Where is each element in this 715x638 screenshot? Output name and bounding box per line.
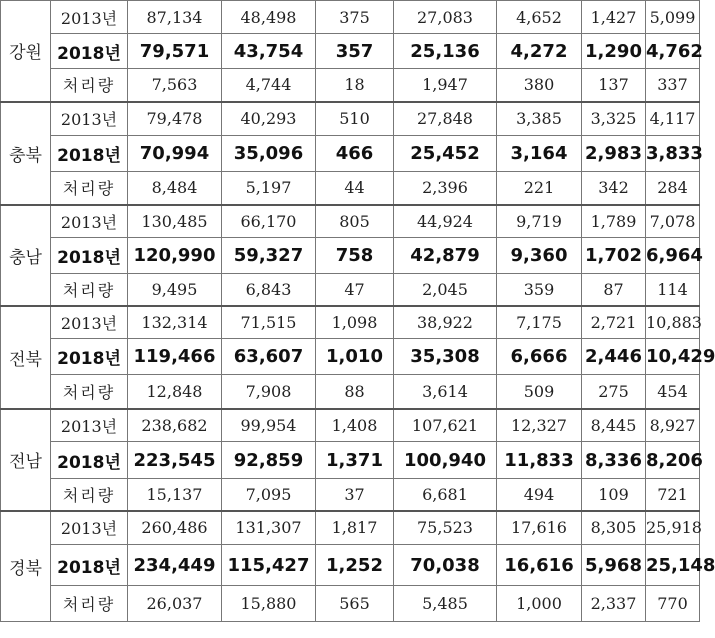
table-cell: 2,721	[582, 306, 646, 339]
row-label: 2013년	[51, 409, 128, 442]
row-label: 2018년	[51, 238, 128, 274]
table-row	[1, 274, 700, 306]
table-cell: 10,883	[646, 306, 700, 339]
region-name: 전남	[1, 409, 51, 511]
table-cell: 1,098	[316, 306, 394, 339]
table-cell: 37	[316, 479, 394, 511]
row-label: 2018년	[51, 136, 128, 172]
table-cell: 223,545	[128, 442, 222, 479]
table-row	[1, 545, 700, 586]
table-cell: 35,096	[222, 136, 316, 172]
table-cell: 87,134	[128, 1, 222, 34]
row-label: 2018년	[51, 34, 128, 69]
table-cell: 1,947	[394, 69, 497, 102]
table-cell: 17,616	[497, 511, 582, 545]
row-label: 2018년	[51, 339, 128, 375]
table-cell: 1,427	[582, 1, 646, 34]
table-cell: 509	[497, 375, 582, 409]
table-cell: 25,136	[394, 34, 497, 69]
table-cell: 1,817	[316, 511, 394, 545]
table-cell: 1,010	[316, 339, 394, 375]
table-cell: 3,614	[394, 375, 497, 409]
table-cell: 47	[316, 274, 394, 306]
table-cell: 35,308	[394, 339, 497, 375]
table-cell: 375	[316, 1, 394, 34]
table-cell: 9,360	[497, 238, 582, 274]
table-cell: 1,000	[497, 586, 582, 622]
table-cell: 4,652	[497, 1, 582, 34]
table-cell: 4,272	[497, 34, 582, 69]
table-cell: 75,523	[394, 511, 497, 545]
table-cell: 79,571	[128, 34, 222, 69]
table-row	[1, 511, 700, 545]
table-row	[1, 409, 700, 442]
row-label: 2018년	[51, 442, 128, 479]
table-cell: 79,478	[128, 102, 222, 136]
table-cell: 7,563	[128, 69, 222, 102]
table-cell: 770	[646, 586, 700, 622]
table-cell: 107,621	[394, 409, 497, 442]
table-cell: 8,305	[582, 511, 646, 545]
table-cell: 2,045	[394, 274, 497, 306]
table-row	[1, 375, 700, 409]
table-cell: 4,117	[646, 102, 700, 136]
region-name: 전북	[1, 306, 51, 409]
table-cell: 6,964	[646, 238, 700, 274]
table-row	[1, 1, 700, 34]
table-cell: 48,498	[222, 1, 316, 34]
table-cell: 9,719	[497, 205, 582, 238]
table-row	[1, 136, 700, 172]
table-cell: 3,325	[582, 102, 646, 136]
table-cell: 5,485	[394, 586, 497, 622]
table-cell: 6,666	[497, 339, 582, 375]
table-cell: 9,495	[128, 274, 222, 306]
table-cell: 758	[316, 238, 394, 274]
table-cell: 11,833	[497, 442, 582, 479]
table-cell: 27,083	[394, 1, 497, 34]
table-cell: 119,466	[128, 339, 222, 375]
table-cell: 7,175	[497, 306, 582, 339]
table-cell: 342	[582, 172, 646, 205]
table-cell: 8,445	[582, 409, 646, 442]
row-label: 2013년	[51, 205, 128, 238]
table-cell: 494	[497, 479, 582, 511]
table-cell: 137	[582, 69, 646, 102]
table-cell: 114	[646, 274, 700, 306]
table-cell: 25,452	[394, 136, 497, 172]
table-cell: 234,449	[128, 545, 222, 586]
table-cell: 12,848	[128, 375, 222, 409]
table-cell: 5,099	[646, 1, 700, 34]
table-cell: 4,744	[222, 69, 316, 102]
table-cell: 8,206	[646, 442, 700, 479]
table-cell: 721	[646, 479, 700, 511]
table-cell: 99,954	[222, 409, 316, 442]
table-row	[1, 34, 700, 69]
table-cell: 466	[316, 136, 394, 172]
table-row	[1, 172, 700, 205]
table-cell: 27,848	[394, 102, 497, 136]
table-cell: 1,789	[582, 205, 646, 238]
row-label: 2013년	[51, 102, 128, 136]
table-cell: 380	[497, 69, 582, 102]
table-cell: 92,859	[222, 442, 316, 479]
table-cell: 5,968	[582, 545, 646, 586]
table-cell: 44	[316, 172, 394, 205]
region-name: 경북	[1, 511, 51, 622]
table-cell: 1,371	[316, 442, 394, 479]
table-cell: 130,485	[128, 205, 222, 238]
row-label: 2018년	[51, 545, 128, 586]
table-cell: 70,994	[128, 136, 222, 172]
table-cell: 284	[646, 172, 700, 205]
table-cell: 7,908	[222, 375, 316, 409]
table-cell: 131,307	[222, 511, 316, 545]
table-cell: 6,681	[394, 479, 497, 511]
table-body	[1, 1, 715, 622]
table-cell: 3,385	[497, 102, 582, 136]
table-cell: 357	[316, 34, 394, 69]
region-name: 강원	[1, 1, 51, 102]
table-cell: 454	[646, 375, 700, 409]
table-row	[1, 238, 700, 274]
table-cell: 1,702	[582, 238, 646, 274]
row-label: 처리량	[51, 69, 128, 102]
table-cell: 238,682	[128, 409, 222, 442]
row-label: 2013년	[51, 511, 128, 545]
table-cell: 510	[316, 102, 394, 136]
table-row	[1, 586, 700, 622]
table-cell: 221	[497, 172, 582, 205]
table-cell: 44,924	[394, 205, 497, 238]
table-cell: 805	[316, 205, 394, 238]
table-cell: 71,515	[222, 306, 316, 339]
table-row	[1, 479, 700, 511]
row-label: 처리량	[51, 274, 128, 306]
table-cell: 7,095	[222, 479, 316, 511]
table-cell: 10,429	[646, 339, 700, 375]
table-cell: 38,922	[394, 306, 497, 339]
table-cell: 2,446	[582, 339, 646, 375]
table-row	[1, 102, 700, 136]
table-row	[1, 442, 700, 479]
table-cell: 109	[582, 479, 646, 511]
table-cell: 3,833	[646, 136, 700, 172]
region-name: 충북	[1, 102, 51, 205]
row-label: 처리량	[51, 586, 128, 622]
table-cell: 26,037	[128, 586, 222, 622]
table-cell: 6,843	[222, 274, 316, 306]
table-cell: 43,754	[222, 34, 316, 69]
table-cell: 359	[497, 274, 582, 306]
table-cell: 100,940	[394, 442, 497, 479]
table-cell: 8,336	[582, 442, 646, 479]
table-cell: 132,314	[128, 306, 222, 339]
table-cell: 4,762	[646, 34, 700, 69]
table-cell: 87	[582, 274, 646, 306]
table-cell: 2,396	[394, 172, 497, 205]
row-label: 처리량	[51, 375, 128, 409]
table-cell: 12,327	[497, 409, 582, 442]
table-cell: 63,607	[222, 339, 316, 375]
table-cell: 15,880	[222, 586, 316, 622]
table-cell: 42,879	[394, 238, 497, 274]
table-cell: 7,078	[646, 205, 700, 238]
row-label: 처리량	[51, 479, 128, 511]
table-cell: 25,918	[646, 511, 700, 545]
table-cell: 8,927	[646, 409, 700, 442]
table-cell: 40,293	[222, 102, 316, 136]
table-cell: 88	[316, 375, 394, 409]
table-cell: 260,486	[128, 511, 222, 545]
table-cell: 565	[316, 586, 394, 622]
table-cell: 15,137	[128, 479, 222, 511]
row-label: 처리량	[51, 172, 128, 205]
table-cell: 275	[582, 375, 646, 409]
row-label: 2013년	[51, 306, 128, 339]
table-row	[1, 339, 700, 375]
table-cell: 66,170	[222, 205, 316, 238]
table-cell: 25,148	[646, 545, 700, 586]
table-cell: 5,197	[222, 172, 316, 205]
table-row	[1, 205, 700, 238]
table-cell: 120,990	[128, 238, 222, 274]
table-cell: 337	[646, 69, 700, 102]
table-cell: 3,164	[497, 136, 582, 172]
table-cell: 59,327	[222, 238, 316, 274]
table-cell: 2,337	[582, 586, 646, 622]
table-row	[1, 306, 700, 339]
region-name: 충남	[1, 205, 51, 306]
table-cell: 2,983	[582, 136, 646, 172]
table-cell: 18	[316, 69, 394, 102]
table-cell: 1,408	[316, 409, 394, 442]
row-label: 2013년	[51, 1, 128, 34]
table-cell: 1,252	[316, 545, 394, 586]
table-cell: 16,616	[497, 545, 582, 586]
table-cell: 8,484	[128, 172, 222, 205]
table-cell: 115,427	[222, 545, 316, 586]
table-cell: 70,038	[394, 545, 497, 586]
table-cell: 1,290	[582, 34, 646, 69]
table-row	[1, 69, 700, 102]
